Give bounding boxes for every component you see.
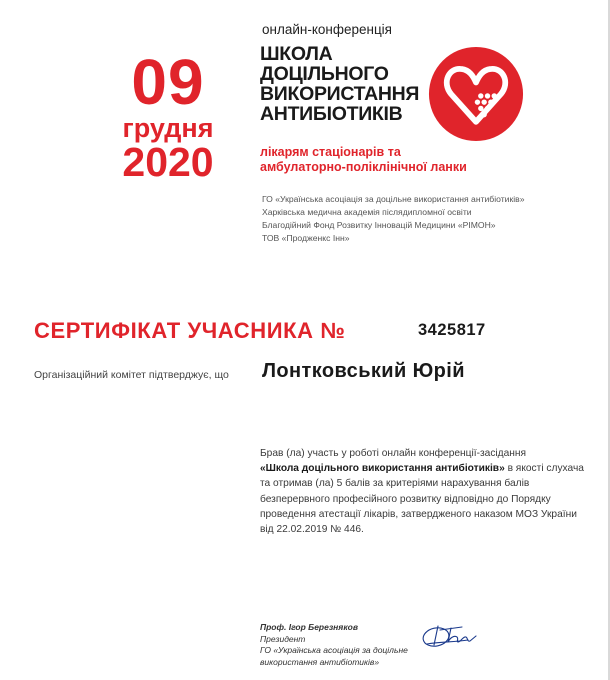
statement-line: від 22.02.2019 № 446.	[260, 524, 364, 536]
statement-role: в якості слухача	[504, 463, 584, 475]
subtitle-line: амбулаторно-поліклінічної ланки	[260, 160, 467, 174]
date-year: 2020	[122, 139, 214, 185]
date-month: грудня	[122, 113, 214, 143]
participation-statement	[260, 446, 585, 537]
organizer-item: Благодійний Фонд Розвитку Інновацій Медицини «РІМОН»	[262, 220, 496, 230]
statement-line: та отримав (ла) 5 балів за критеріями нарахування балів	[260, 478, 530, 490]
signature-icon	[418, 618, 482, 652]
signer-org: ГО «Українська асоціація за доцільне	[260, 645, 408, 655]
statement-line: Брав (ла) участь у роботі онлайн конференції-засідання	[260, 448, 527, 459]
signer-name: Проф. Ігор Березняков	[260, 622, 358, 632]
organizer-item: Харківська медична академія післядипломної освіти	[262, 207, 472, 217]
organizer-item: ТОВ «Продженкс Інн»	[262, 233, 350, 243]
date-day: 09	[131, 46, 205, 118]
conference-title-line: АНТИБІОТИКІВ	[260, 103, 403, 125]
statement-line: проведення атестації лікарів, затвердженого наказом МОЗ України	[260, 508, 577, 520]
certificate-title: СЕРТИФІКАТ УЧАСНИКА №	[34, 318, 346, 343]
statement-line	[260, 461, 585, 476]
conference-title-line: ШКОЛА	[260, 43, 333, 65]
conference-title	[260, 44, 435, 124]
conference-title-line: ВИКОРИСТАННЯ	[260, 83, 420, 105]
organizers-list	[262, 193, 524, 245]
heart-pills-logo-icon	[428, 46, 524, 142]
conference-date	[108, 46, 228, 185]
online-conference-label: онлайн-конференція	[262, 22, 392, 37]
conference-subtitle	[260, 145, 490, 175]
certificate-number: 3425817	[418, 321, 486, 339]
confirmation-text: Організаційний комітет підтверджує, що	[34, 369, 229, 381]
participant-name: Лонтковський Юрій	[262, 360, 465, 382]
conference-title-line: ДОЦІЛЬНОГО	[260, 63, 389, 85]
signer-position: Президент	[260, 633, 306, 644]
organizer-item: ГО «Українська асоціація за доцільне використання антибіотиків»	[262, 194, 525, 204]
conference-name: «Школа доцільного використання антибіотиків»	[260, 463, 505, 475]
signer-org: використання антибіотиків»	[260, 656, 380, 667]
logo-circle	[429, 47, 523, 141]
statement-line: безперервного професійного розвитку відповідно до Порядку	[260, 493, 551, 505]
subtitle-line: лікарям стаціонарів та	[260, 145, 401, 159]
